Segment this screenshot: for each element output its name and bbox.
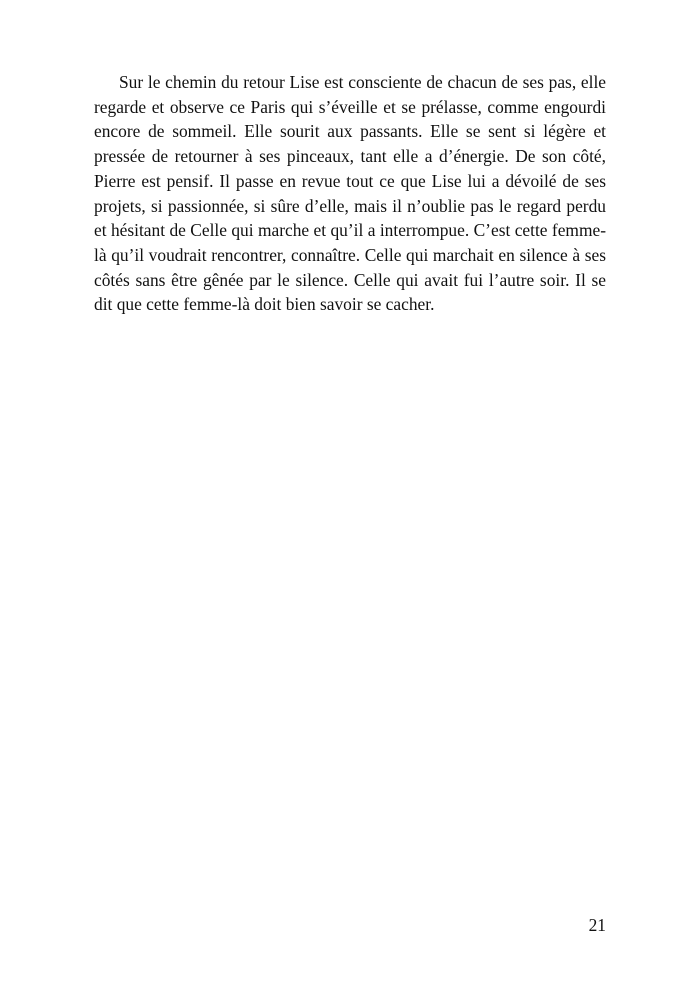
page-number: 21: [588, 915, 606, 935]
paragraph: Sur le chemin du retour Lise est consciente de chacun de ses pas, elle regarde et observe ce Paris qui s’éveille et se prélasse, comme engourdi encore de sommeil. Elle sourit aux passants. Elle se sent si légère et pressée de retourner à ses pinceaux, tant elle a d’énergie. De son côté, Pierre est pensif. Il passe en revue tout ce que Lise lui a dévoilé de ses projets, si passionnée, si sûre d’elle, mais il n’oublie pas le regard perdu et hésitant de Celle qui marche et qu’il a interrompue. C’est cette femme-là qu’il voudrait rencontrer, connaître. Celle qui marchait en silence à ses côtés sans être gênée par le silence. Celle qui avait fui l’autre soir. Il se dit que cette femme-là doit bien savoir se cacher.: [94, 72, 606, 315]
body-text: [94, 70, 606, 317]
